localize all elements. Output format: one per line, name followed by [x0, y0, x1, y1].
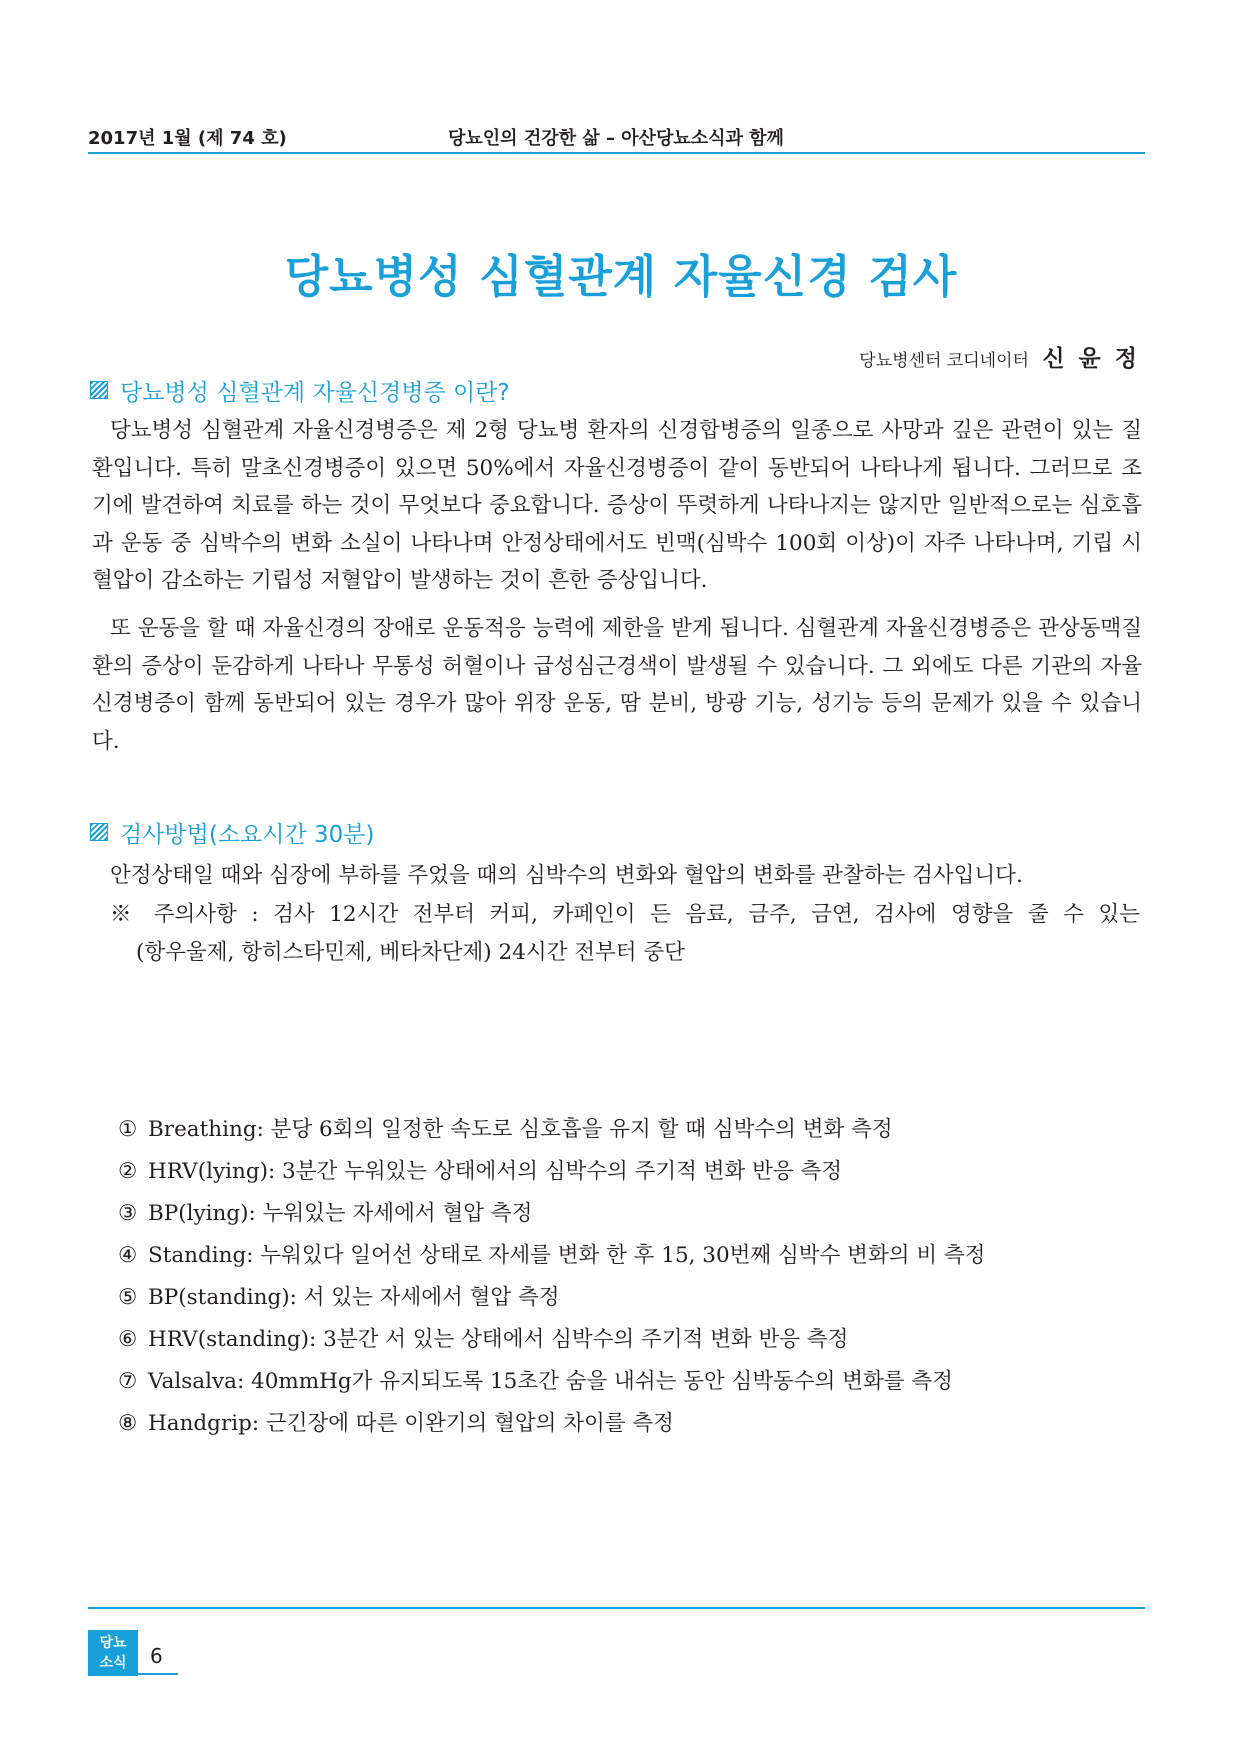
page-header: [88, 124, 1148, 154]
item-text: Handgrip: 근긴장에 따른 이완기의 혈압의 차이를 측정: [148, 1411, 674, 1436]
page-number: 6: [150, 1644, 163, 1668]
item-text: BP(lying): 누워있는 자세에서 혈압 측정: [148, 1201, 533, 1226]
list-item: [118, 1319, 1118, 1361]
item-marker: ①: [118, 1117, 138, 1142]
section-heading-label: 당뇨병성 심혈관계 자율신경병증 이란?: [120, 379, 510, 406]
issue-label: 2017년 1월 (제 74 호): [88, 128, 287, 149]
list-item: [118, 1277, 1118, 1319]
author-name: 신 윤 정: [1042, 346, 1140, 372]
item-marker: ⑧: [118, 1411, 138, 1436]
item-marker: ⑦: [118, 1369, 138, 1394]
item-marker: ⑤: [118, 1285, 138, 1310]
caution-line-2: (항우울제, 항히스타민제, 베타차단제) 24시간 전부터 중단: [136, 940, 685, 965]
section-heading-label: 검사방법(소요시간 30분): [120, 821, 375, 848]
item-text: Standing: 누워있다 일어선 상태로 자세를 변화 한 후 15, 30번째 심박수 변화의 비 측정: [148, 1243, 986, 1268]
footer-divider: [88, 1607, 1145, 1609]
test-items-list: [118, 1109, 1118, 1445]
header-tagline: 당뇨인의 건강한 삶 – 아산당뇨소식과 함께: [448, 128, 784, 149]
section-heading-definition: [90, 374, 510, 406]
caution-line-1: ※ 주의사항 : 검사 12시간 전부터 커피, 카페인이 든 음료, 금주, 금연, 검사에 영향을 줄 수 있는: [110, 902, 1140, 927]
hatch-square-icon: [90, 823, 108, 841]
item-text: HRV(lying): 3분간 누워있는 상태에서의 심박수의 주기적 변화 반응 측정: [148, 1159, 843, 1184]
page-number-underline: [138, 1673, 178, 1675]
item-text: Breathing: 분당 6회의 일정한 속도로 심호흡을 유지 할 때 심박수의 변화 측정: [148, 1117, 893, 1142]
author-role: 당뇨병센터 코디네이터: [859, 351, 1029, 371]
item-text: HRV(standing): 3분간 서 있는 상태에서 심박수의 주기적 변화 반응 측정: [148, 1327, 849, 1352]
paragraph-definition: 당뇨병성 심혈관계 자율신경병증은 제 2형 당뇨병 환자의 신경합병증의 일종으로 사망과 깊은 관련이 있는 질환입니다. 특히 말초신경병증이 있으면 50%에서 자율신경병증이 같이 동반되어 나타나게 됩니다. 그러므로 조기에 발견하여 치료를 하는 것이 무엇보다 중요합니다. 증상이 뚜렷하게 나타나지는 않지만 일반적으로는 심호흡과 운동 중 심박수의 변화 소실이 나타나며 안정상태에서도 빈맥(심박수 100회 이상)이 자주 나타나며, 기립 시 혈압이 감소하는 기립성 저혈압이 발생하는 것이 흔한 증상입니다.: [92, 418, 1142, 593]
hatch-square-icon: [90, 381, 108, 399]
badge-line-2: 소식: [99, 1655, 127, 1671]
item-text: BP(standing): 서 있는 자세에서 혈압 측정: [148, 1285, 560, 1310]
method-intro: 안정상태일 때와 심장에 부하를 주었을 때의 심박수의 변화와 혈압의 변화를 관찰하는 검사입니다.: [110, 863, 1023, 888]
item-marker: ⑥: [118, 1327, 138, 1352]
page-title: 당뇨병성 심혈관계 자율신경 검사: [284, 250, 958, 303]
list-item: [118, 1403, 1118, 1445]
item-marker: ②: [118, 1159, 138, 1184]
header-divider: [88, 152, 1145, 154]
badge-line-1: 당뇨: [99, 1635, 127, 1651]
item-marker: ③: [118, 1201, 138, 1226]
list-item: [118, 1151, 1118, 1193]
list-item: [118, 1193, 1118, 1235]
item-marker: ④: [118, 1243, 138, 1268]
item-text: Valsalva: 40mmHg가 유지되도록 15초간 숨을 내쉬는 동안 심박동수의 변화를 측정: [148, 1369, 953, 1394]
list-item: [118, 1109, 1118, 1151]
list-item: [118, 1361, 1118, 1403]
paragraph-complications: 또 운동을 할 때 자율신경의 장애로 운동적응 능력에 제한을 받게 됩니다. 심혈관계 자율신경병증은 관상동맥질환의 증상이 둔감하게 나타나 무통성 허혈이나 급성심근경색이 발생될 수 있습니다. 그 외에도 다른 기관의 자율신경병증이 함께 동반되어 있는 경우가 많아 위장 운동, 땀 분비, 방광 기능, 성기능 등의 문제가 있을 수 있습니다.: [92, 616, 1142, 754]
newsletter-badge: [88, 1630, 138, 1676]
author-line: [859, 340, 1140, 373]
list-item: [118, 1235, 1118, 1277]
section-heading-method: [90, 816, 375, 848]
